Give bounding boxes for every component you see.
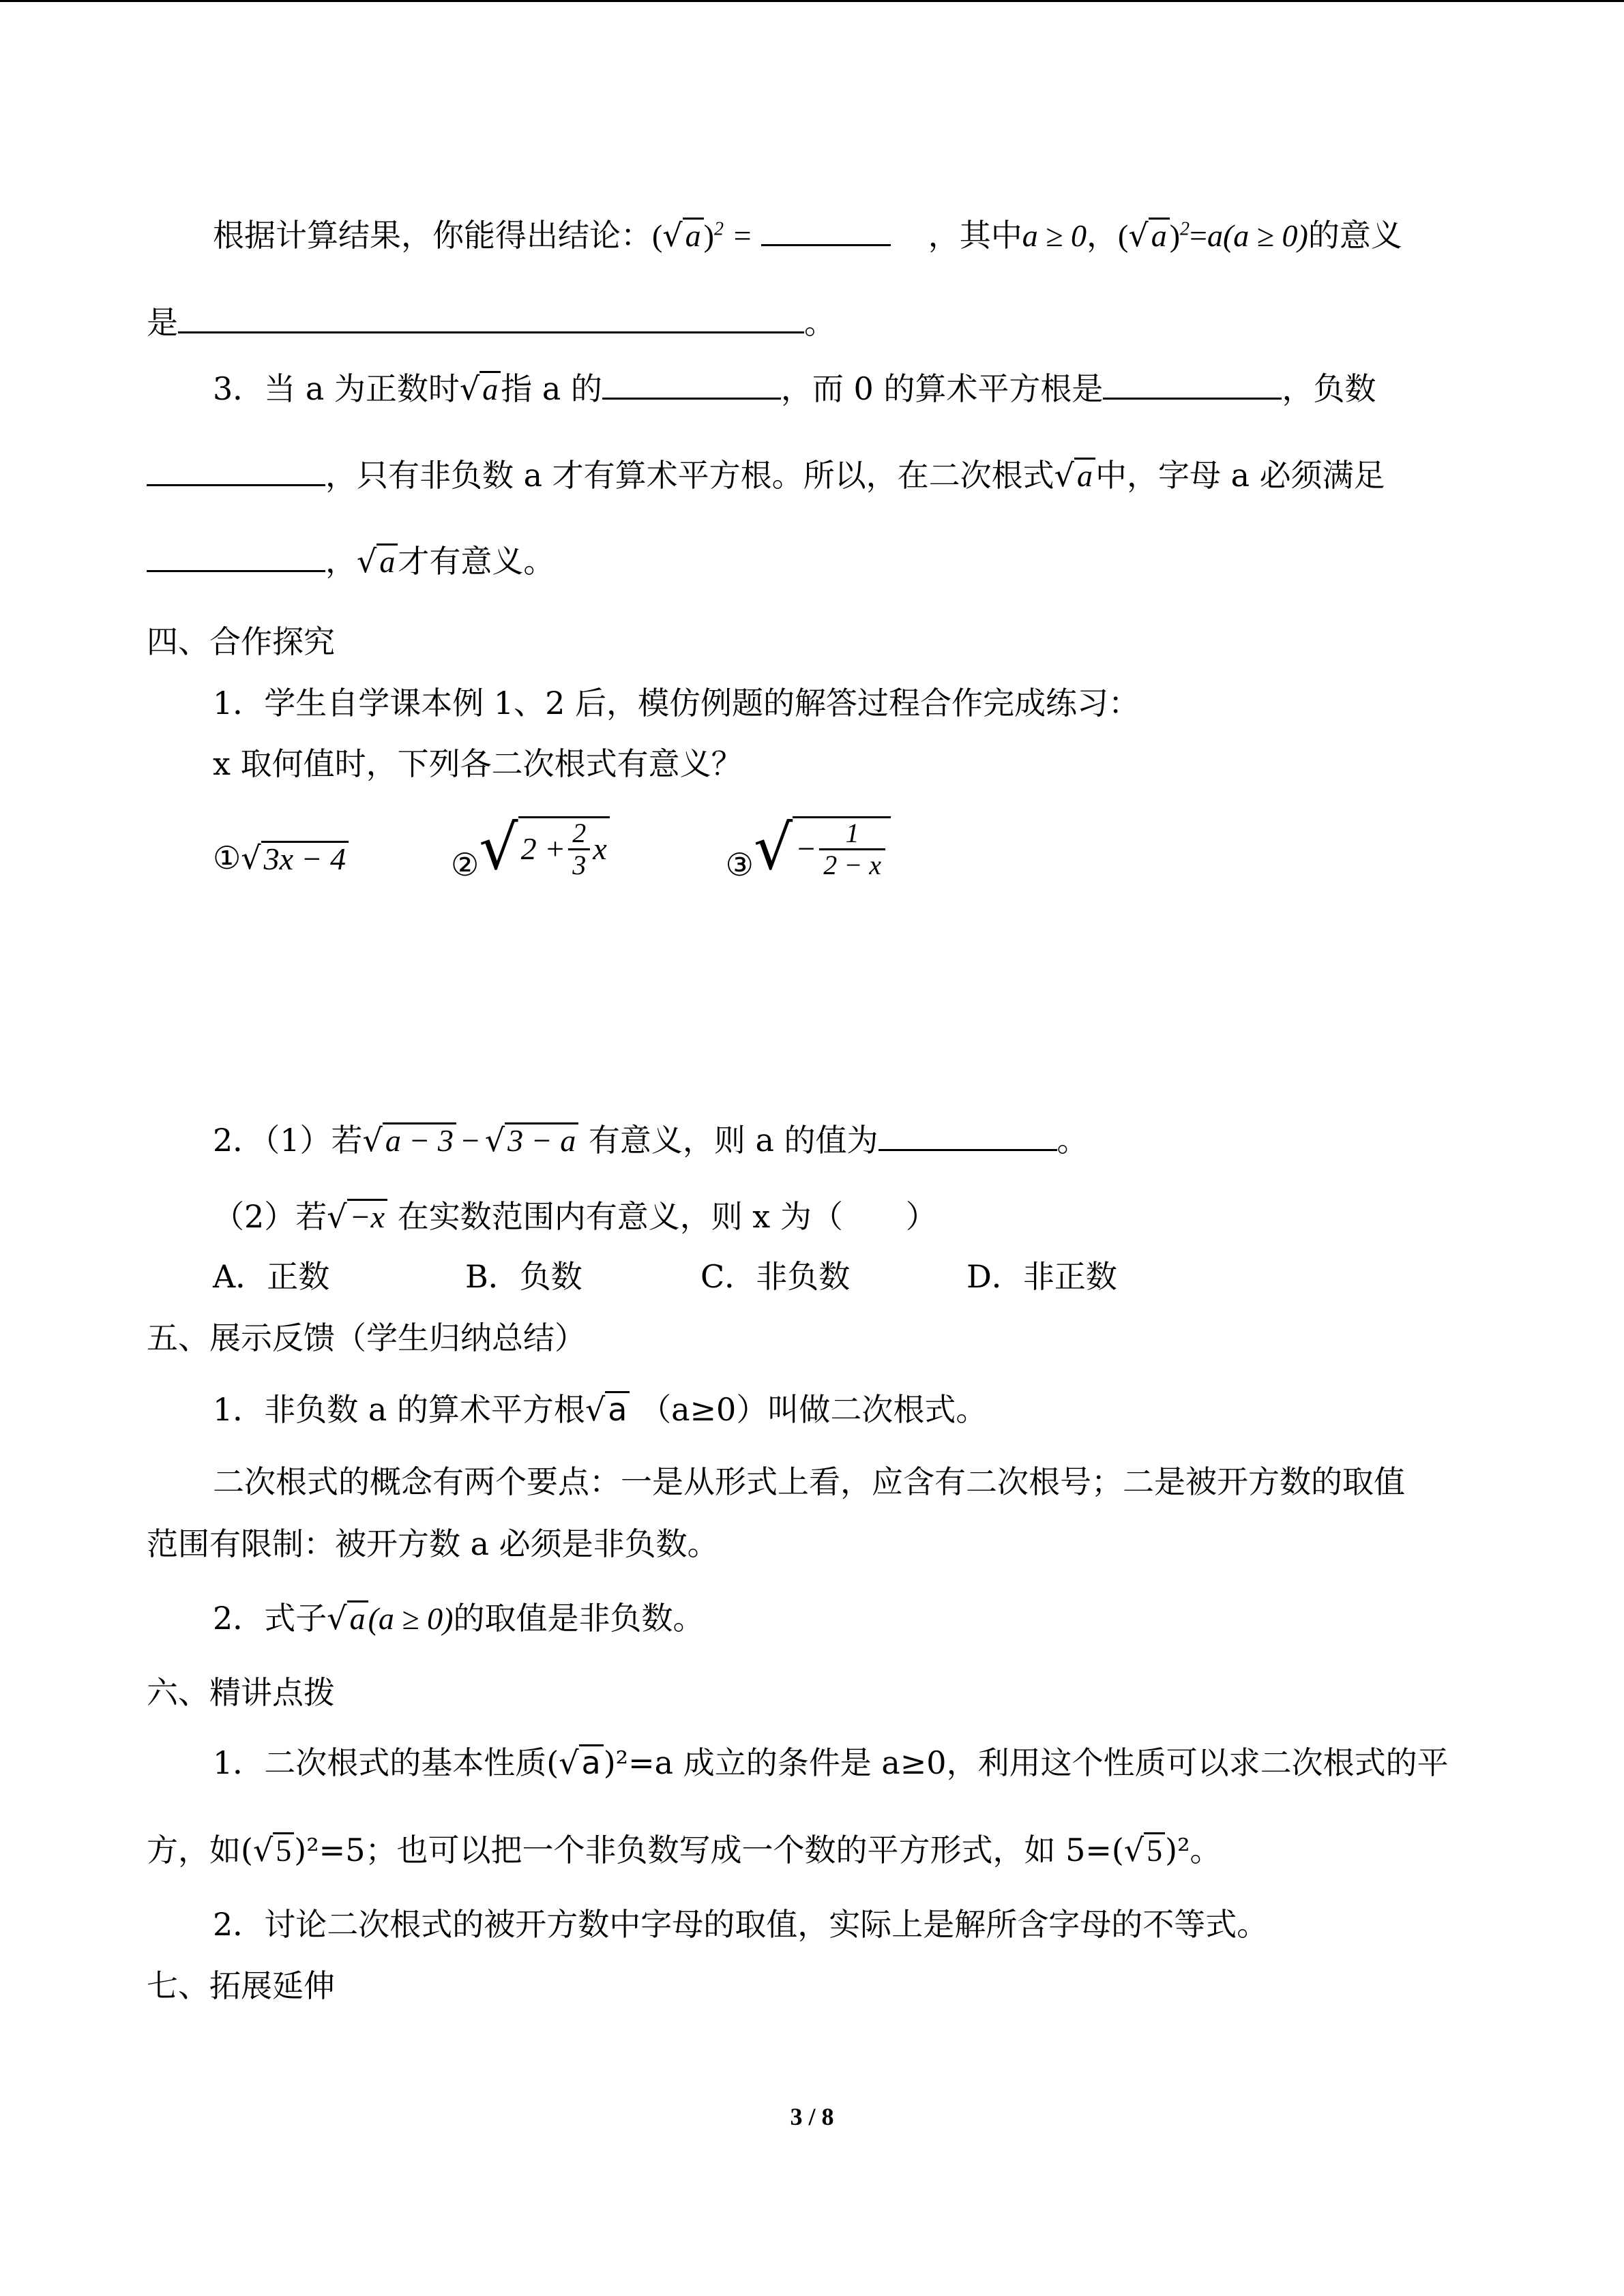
formula-sqrt-a-squared: $(√a)^2$ [652,217,724,254]
conclusion-line: 根据计算结果，你能得出结论：$(√a)^2$ = ，其中a ≥ 0，$(√a)^2=a(a \ge 0)$的意义 [213,217,1402,254]
section-heading-7: 七、拓展延伸 [147,1967,335,2004]
point-1-cont: 方，如(√5)²=5；也可以把一个非负数写成一个数的平方形式，如 5=(√5)²。 [147,1832,1222,1868]
condition-a-ge-0: a ≥ 0 [1022,218,1087,253]
page-top-border [0,0,1624,2]
blank-field[interactable] [147,543,325,572]
blank-field[interactable] [761,217,891,246]
summary-2: 二次根式的概念有两个要点：一是从形式上看，应含有二次根号；二是被开方数的取值 [213,1463,1405,1500]
section-heading-4: 四、合作探究 [147,623,335,660]
expr-3: ③ √ − $\frac{1}{2 - x}$ [726,811,891,885]
point-1: 1．二次根式的基本性质(√a)²=a 成立的条件是 a≥0，利用这个性质可以求二次根式的平 [213,1744,1449,1781]
section-heading-5: 五、展示反馈（学生归纳总结） [147,1320,586,1356]
item3-line1: 3．当 a 为正数时√a指 a 的 ，而 0 的算术平方根是 ，负数 [213,370,1376,407]
sqrt-a: a [1074,458,1095,492]
option-a[interactable]: A．正数 [213,1258,330,1295]
blank-field[interactable] [147,457,325,486]
blank-field[interactable] [602,370,781,400]
formula-sqrt-a-squared-2: $(√a)^2$ [1118,217,1190,254]
section-heading-6: 六、精讲点拨 [147,1674,335,1711]
option-d[interactable]: D．非正数 [966,1258,1117,1295]
option-c[interactable]: C．非负数 [700,1258,851,1295]
item3-line3: ，√a才有意义。 [147,543,555,580]
page-number: 3 / 8 [790,2103,834,2130]
point-2: 2．讨论二次根式的被开方数中字母的取值，实际上是解所含字母的不等式。 [213,1906,1269,1943]
option-b[interactable]: B．负数 [465,1258,582,1295]
sqrt-a: a [479,371,501,406]
blank-field[interactable] [1103,370,1282,400]
summary-3: 范围有限制：被开方数 a 必须是非负数。 [147,1525,719,1562]
question-2-2: （2）若√−x 在实数范围内有意义，则 x 为（ ） [213,1198,937,1235]
summary-1: 1．非负数 a 的算术平方根√a （a≥0）叫做二次根式。 [213,1391,988,1428]
expr-2: ② √ 2 + $\frac{2}{3}$ x [451,811,610,885]
item3-line2: ，只有非负数 a 才有算术平方根。所以，在二次根式√a中，字母 a 必须满足 [147,457,1385,494]
meaning-line: 是 。 [147,304,836,341]
blank-field[interactable] [879,1122,1057,1151]
summary-4: 2．式子√a(a ≥ 0)的取值是非负数。 [213,1600,705,1637]
sqrt-a: a [377,543,398,578]
expression-row [213,805,891,885]
conclusion-text: 根据计算结果，你能得出结论： [213,217,652,254]
exercise-question: x 取何值时，下列各二次根式有意义？ [213,745,743,782]
question-2-1: 2．（1）若√a − 3 − √3 − a 有意义，则 a 的值为 。 [213,1122,1089,1159]
expr-1: ① √ 3x − 4 [213,839,349,877]
blank-field[interactable] [178,304,804,333]
exercise-instruction: 1．学生自学课本例 1、2 后，模仿例题的解答过程合作完成练习： [213,685,1140,721]
